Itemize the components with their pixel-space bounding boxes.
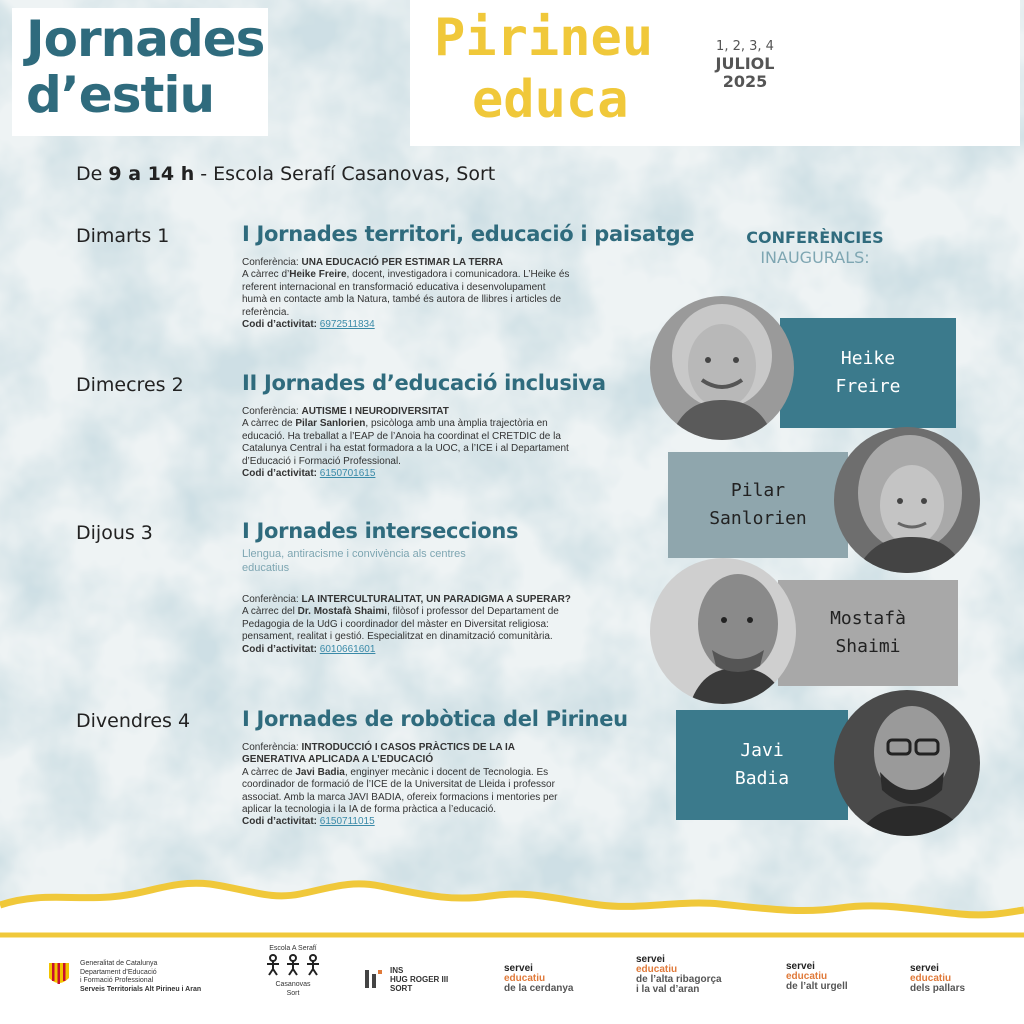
escola-line: Escola A Serafí (269, 945, 317, 952)
speaker-photo (834, 690, 980, 836)
day-label: Divendres 4 (76, 710, 191, 732)
by-prefix: A càrrec d’ (242, 269, 290, 281)
servei-region: i la val d’aran (636, 984, 700, 995)
title-block (12, 8, 268, 136)
event-title: II Jornades d’educació inclusiva (242, 371, 606, 395)
speaker-first-name: Heike (840, 348, 896, 369)
activity-code-link[interactable]: 6972511834 (319, 319, 375, 331)
event-description (242, 257, 572, 331)
speaker-bio: , docent, investigadora i comunicadora. L’Heike és referent internacional en transformació educativa i desenvolupament humà en contacte amb la Natura, també és autora de llibres i articles de referència. (242, 269, 570, 318)
servei-line: servei (786, 961, 815, 972)
schedule-prefix: De (76, 163, 103, 185)
servei-region: de l’alta ribagorça (636, 974, 722, 985)
speaker-last-name: Badia (734, 768, 790, 789)
conf-title: UNA EDUCACIÓ PER ESTIMAR LA TERRA (301, 257, 503, 268)
generalitat-line: Departament d’Educació (80, 968, 157, 976)
schedule-hours: 9 a 14 h (108, 163, 195, 185)
servei-region: dels pallars (910, 983, 966, 994)
code-label: Codi d’activitat: (242, 319, 318, 331)
activity-code-link[interactable]: 6010661601 (319, 643, 376, 655)
event-description (242, 594, 572, 656)
speaker-band (780, 318, 956, 428)
schedule-venue: - Escola Serafí Casanovas, Sort (200, 163, 496, 185)
speaker-first-name: Pilar (730, 480, 786, 501)
conf-title: LA INTERCULTURALITAT, UN PARADIGMA A SUPERAR? (301, 594, 571, 605)
servei-educatiu-logo (504, 964, 573, 994)
generalitat-line: Serveis Territorials Alt Pirineu i Aran (80, 985, 202, 993)
conf-label: Conferència: (242, 594, 299, 605)
educatiu-line: educatiu (786, 971, 828, 982)
servei-line: servei (910, 963, 939, 974)
speaker-last-name: Sanlorien (709, 508, 807, 529)
day-label: Dimecres 2 (76, 374, 184, 396)
servei-line: servei (636, 954, 665, 965)
by-prefix: A càrrec del (242, 606, 298, 618)
event-dates (700, 40, 790, 92)
speaker-name: Heike Freire (289, 269, 347, 281)
conferences-heading (700, 228, 930, 268)
dates-year: 2025 (722, 72, 768, 92)
day-label: Dimarts 1 (76, 225, 170, 247)
code-label: Codi d’activitat: (242, 643, 318, 655)
servei-line: servei (504, 963, 533, 974)
day-label: Dijous 3 (76, 522, 153, 544)
event-description (242, 742, 572, 829)
speaker-last-name: Freire (835, 376, 901, 397)
speaker-name: Javi Badia (295, 766, 345, 778)
brand-line-2: educa (472, 70, 629, 130)
event-title: I Jornades interseccions (242, 519, 519, 543)
conf-label: Conferència: (242, 742, 299, 753)
escola-line: Casanovas (275, 981, 311, 988)
speaker-band (676, 710, 848, 820)
speaker-first-name: Mostafà (830, 608, 906, 629)
speaker-photo (650, 296, 794, 440)
conf-label: Conferència: (242, 257, 299, 268)
ins-mark-icon (364, 968, 384, 990)
educatiu-line: educatiu (504, 973, 546, 984)
event-description (242, 406, 572, 480)
speaker-band (778, 580, 958, 686)
servei-educatiu-logo (636, 955, 722, 995)
speaker-last-name: Shaimi (835, 636, 901, 657)
speaker-photo (834, 427, 980, 573)
brand-block (410, 0, 1020, 146)
servei-region: de l’alt urgell (786, 981, 848, 992)
generalitat-line: i Formació Professional (80, 977, 154, 984)
generalitat-line: Generalitat de Catalunya (80, 960, 158, 967)
conf-title: INTRODUCCIÓ I CASOS PRÀCTICS DE LA IA GENERATIVA APLICADA A L’EDUCACIÓ (242, 742, 515, 766)
servei-region: de la cerdanya (504, 983, 574, 994)
servei-educatiu-logo (910, 964, 965, 994)
servei-educatiu-logo (786, 962, 848, 992)
conf-label: Conferència: (242, 406, 299, 417)
speaker-photo (650, 558, 796, 704)
children-figures-icon (263, 953, 323, 977)
educatiu-line: educatiu (910, 973, 952, 984)
escola-logo (258, 944, 328, 998)
conf-title: AUTISME I NEURODIVERSITAT (301, 406, 449, 417)
conferences-heading-line-1: CONFERÈNCIES (746, 228, 884, 247)
activity-code-link[interactable]: 6150711015 (319, 816, 375, 828)
speaker-first-name: Javi (740, 740, 784, 761)
ins-line: SORT (390, 984, 413, 993)
speaker-bio: , psicòloga amb una àmplia trajectòria en educació. Ha treballat a l’EAP de l’Anoia ha coordinat el CRETDIC de la Catalunya Central i ha estat formadora a la UOC, a l’ICE i al Departament d’Educació i Formació Professional. (242, 418, 569, 467)
speaker-name: Pilar Sanlorien (295, 418, 366, 430)
event-title: I Jornades territori, educació i paisatge (242, 222, 695, 246)
code-label: Codi d’activitat: (242, 468, 318, 480)
speaker-name: Dr. Mostafà Shaimi (297, 606, 388, 618)
conferences-heading-line-2: INAUGURALS: (760, 248, 870, 267)
ins-line: HUG ROGER III (390, 975, 449, 984)
activity-code-link[interactable]: 6150701615 (319, 468, 376, 480)
event-subtitle: Llengua, antiracisme i convivència als centres educatius (242, 548, 466, 574)
title-line-1: Jornades (26, 10, 265, 68)
speaker-bio: , filòsof i professor del Departament de Pedagogia de la UdG i coordinador del màster en Diversitat religiosa: pensament, realitat i gestió. Especialitzat en dinamització comunitària. (242, 606, 559, 643)
generalitat-shield-icon (48, 962, 70, 988)
speaker-band (668, 452, 848, 558)
code-label: Codi d’activitat: (242, 816, 318, 828)
dates-days: 1, 2, 3, 4 (716, 39, 774, 54)
by-prefix: A càrrec de (242, 418, 296, 430)
speaker-bio: , enginyer mecànic i docent de Tecnologia. Es coordinador de formació de l’ICE de la Universitat de Lleida i professor associat. Amb la marca JAVI BADIA, ofereix formacions i mentories per aplicar la tecnologia i la IA de forma pràctica a l’educació. (242, 766, 558, 816)
title-line-2: d’estiu (26, 66, 215, 124)
event-title: I Jornades de robòtica del Pirineu (242, 707, 628, 731)
dates-month: JULIOL (715, 53, 775, 73)
schedule-line (76, 163, 495, 185)
brand-line-1: Pirineu (434, 8, 654, 68)
escola-line: Sort (286, 990, 300, 997)
ins-line: INS (390, 966, 404, 975)
educatiu-line: educatiu (636, 964, 678, 975)
by-prefix: A càrrec de (242, 766, 296, 778)
